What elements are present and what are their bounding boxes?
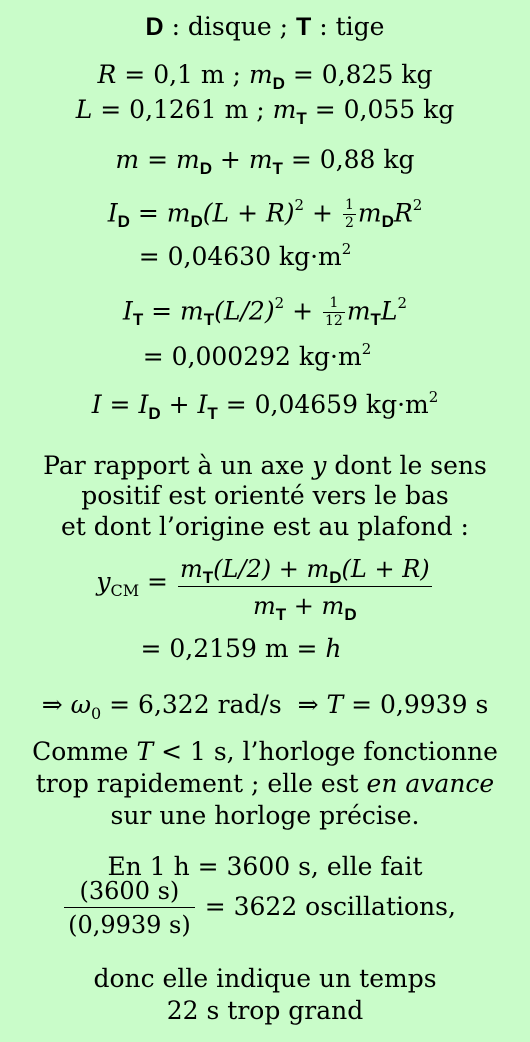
oscillations-result: = 3622 oscillations, — [204, 891, 456, 921]
disk-mass-value: = 0,825 kg — [292, 60, 433, 89]
axis-paragraph-line-3: et dont l’origine est au plafond : — [61, 512, 469, 541]
oscillations-fraction: $\frac{(3600 s)}{(0,9939 s)}$ — [64, 878, 195, 939]
period-line: ⇒ $\omega_0 = 6,322$ rad/s ⇒ T = 0,9939 s — [41, 690, 489, 723]
rod-inertia-result: = 0,000292 $kg\cdot m^2$ — [142, 340, 372, 371]
rod-mass-value: = 0,055 kg — [314, 95, 455, 124]
comparison-line-2: trop rapidement ; elle est en avance — [35, 769, 495, 798]
center-of-mass-fraction: $\frac{m_T(L/2) + m_D(L + R)}{m_T + m_D}$ — [179, 555, 430, 625]
disk-label: : disque ; — [171, 12, 289, 41]
given-line-2: L = 0,1261 m ; $m_T = 0,055$ kg — [75, 95, 455, 128]
center-of-mass-result: = 0,2159 m = h — [140, 634, 342, 663]
radius-value: = 0,1 m ; — [124, 60, 241, 89]
length-value: = 0,1261 m ; — [100, 95, 265, 124]
emphasis-text: en avance — [366, 769, 495, 798]
axis-paragraph-line-2: positif est orienté vers le bas — [81, 481, 449, 510]
total-mass-equation: $m = m_D + m_T = 0,88$ kg — [115, 145, 415, 178]
comparison-line-1: Comme T < 1 s, l’horloge fonctionne — [32, 737, 498, 766]
total-mass-result: = 0,88 kg — [290, 145, 415, 174]
oscillations-intro: En 1 h = 3600 s, elle fait — [107, 852, 423, 881]
comparison-line-3: sur une horloge précise. — [110, 801, 420, 830]
half-fraction: $\frac{1}{2}$ — [344, 197, 354, 232]
total-inertia-equation: $I = I_D + I_T = 0,04659$ $kg\cdot m^2$ — [91, 388, 439, 423]
rod-inertia-mid: (L/2) — [214, 296, 275, 326]
total-inertia-result: = 0,04659 kg·m — [225, 390, 429, 419]
legend-line — [0, 12, 530, 42]
center-of-mass-formula: $y_{CM}$ = $\frac{m_T(L/2) + m_D(L + R)}{m_T + m_D}$ — [96, 555, 430, 625]
disk-inertia-formula: $I_D = m_D(L + R)^2$ + $\frac{1}{2}$ $m_DR^2$ — [107, 196, 423, 232]
disk-symbol: D — [145, 13, 164, 41]
conclusion-line-1: donc elle indique un temps — [93, 964, 437, 993]
rod-label: : tige — [319, 12, 385, 41]
conclusion-line-2: 22 s trop grand — [166, 996, 364, 1025]
axis-paragraph-line-1: Par rapport à un axe y dont le sens — [43, 451, 487, 480]
period-value: = 0,9939 s — [351, 690, 489, 719]
oscillations-equation — [0, 878, 524, 958]
given-line-1: R = 0,1 m ; $m_D = 0,825$ kg — [97, 60, 433, 93]
twelfth-fraction: $\frac{1}{12}$ — [324, 295, 343, 330]
omega-value: = 6,322 rad/s — [109, 690, 282, 719]
disk-inertia-result: = 0,04630 $kg\cdot m^2$ — [138, 240, 352, 271]
disk-inertia-mid: (L + R) — [202, 198, 295, 228]
rod-inertia-formula: $I_T = m_T(L/2)^2$ + $\frac{1}{12}$ $m_TL^2$ — [122, 294, 408, 330]
rod-symbol: T — [295, 13, 312, 41]
